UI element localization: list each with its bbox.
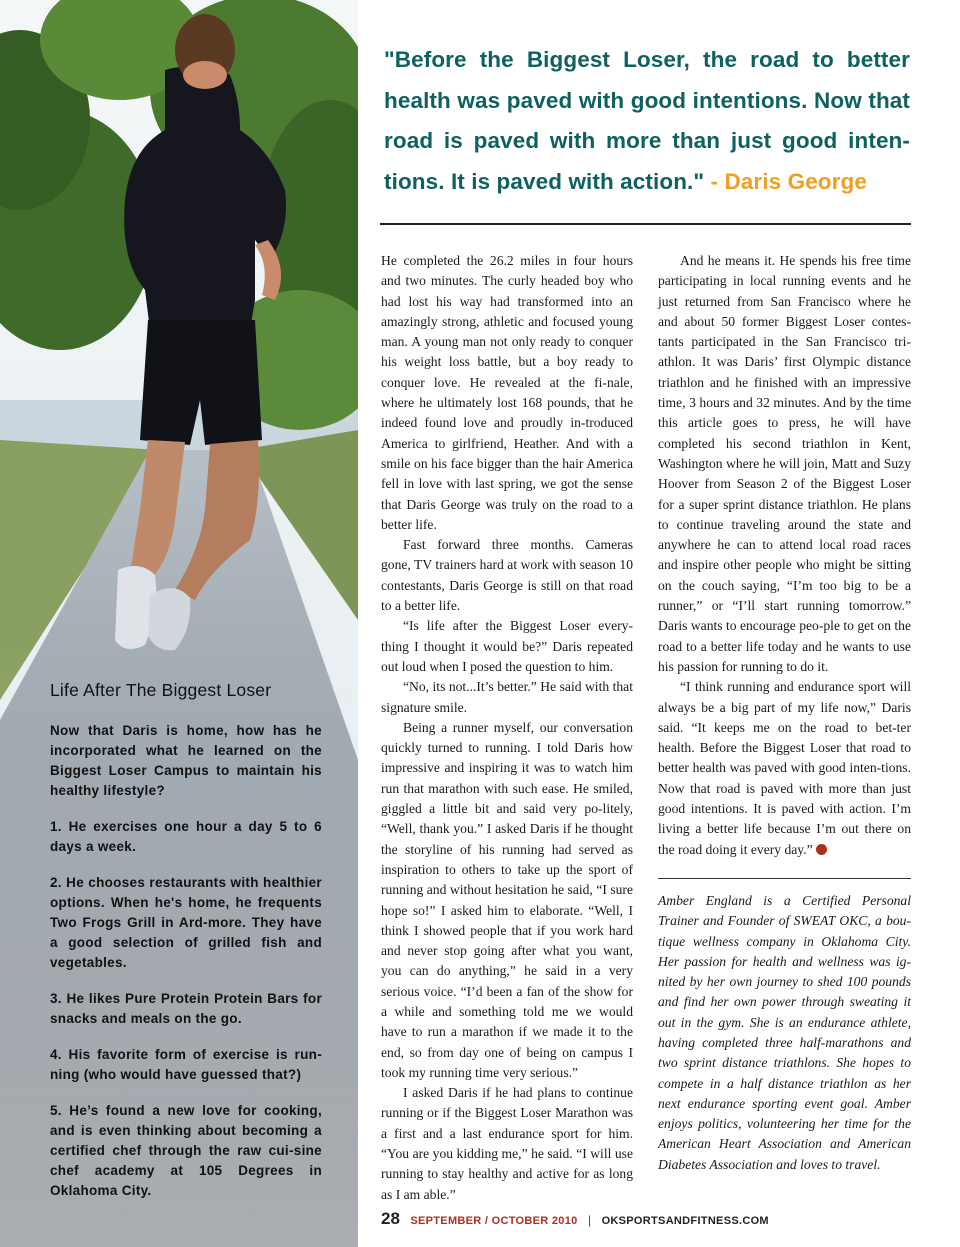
bio-divider xyxy=(658,878,911,879)
paragraph: Fast forward three months. Cameras gone, TV trainers hard at work with season 10 contestants, Daris George is still on that road to a better life. xyxy=(381,537,633,614)
paragraph: He completed the 26.2 miles in four hours and two minutes. The curly headed boy who had lost his way had transformed into an amazingly strong, athletic and focused young man. A young man not only ready to conquer his weight loss battle, but a boy ready to conquer love. He revealed at the fi-nale, where he ultimately lost 168 pounds, that he indeed found love and proudly in-troduced America to girlfriend, Heather. And with a smile on his face bigger than the hair America fell in love with last spring, we got the sense that Daris George was truly on the road to a better life. xyxy=(381,253,633,532)
sidebar-item: 3. He likes Pure Protein Protein Bars for snacks and meals on the go. xyxy=(50,991,322,1026)
pull-quote-attribution: - Daris George xyxy=(710,168,867,194)
sidebar-box xyxy=(50,680,322,1217)
page-footer xyxy=(381,1209,769,1229)
sidebar-item: 4. His favorite form of exercise is run-ning (who would have guessed that?) xyxy=(50,1047,322,1082)
paragraph: And he means it. He spends his free time participating in local running events and he just returned from San Francisco where he and about 50 former Biggest Loser contes-tants participated in the San Francisco tri-athlon. It was Daris’ first Olympic distance triathlon and he finished with an impressive time, 3 hours and 32 minutes. And by the time this article goes to press, he will have completed his second triathlon in Kent, Washington where he will join, Matt and Suzy Hoover from Season 2 of the Biggest Loser for a super sprint distance triathlon. He plans to continue traveling around the state and anywhere he can to attend local road races and inspire other people who might be sitting on the couch saying, “I’m too big to be a runner,” or “I’ll start running tomorrow.” Daris wants to encourage peo-ple to get on the road to a better life today and he wants to use his passion for running to do it. xyxy=(658,253,911,674)
sidebar-item: 5. He’s found a new love for cooking, and is even thinking about becoming a certified chef through the raw cui-sine chef academy at 105 Degrees in Oklahoma City. xyxy=(50,1103,322,1198)
website-link[interactable]: OKSPORTSANDFITNESS.COM xyxy=(601,1215,769,1227)
paragraph-text: “I think running and endurance sport will always be a big part of my life now,” Daris said. “It keeps me on the road to bet-ter health. Before the Biggest Loser that road to better health was paved with good inten-tions. Now that road is paved with more than just good intentions. It is paved with action. I’m living a better life because I’m out there on the road doing it every day.” xyxy=(658,679,911,857)
article-column-middle xyxy=(381,251,633,1205)
footer-separator: | xyxy=(587,1213,592,1227)
paragraph: “Is life after the Biggest Loser every-thing I thought it would be?” Daris repeated out loud when I posed the question to him. xyxy=(381,618,633,674)
pull-quote-text: "Before the Biggest Loser, the road to better health was paved with good intentions. Now that road is paved with more than just good inten-tions. It is paved with action." xyxy=(384,47,910,194)
paragraph xyxy=(658,677,911,860)
sidebar-item: 1. He exercises one hour a day 5 to 6 days a week. xyxy=(50,819,322,854)
sidebar-title: Life After The Biggest Loser xyxy=(50,680,272,700)
end-mark-icon xyxy=(816,844,827,855)
paragraph: Being a runner myself, our conversation quickly turned to running. I told Daris how impressive and inspiring it was to watch him run that marathon with such ease. He smiled, giggled a little bit and said very po-litely, “Well, thank you.” I asked Daris if he thought the storyline of his running had served as inspiration to others to take up the sport of running and without hesitation he said, “I sure hope so!” I asked him to elaborate. “Well, I think I showed people that if you work hard and never stop going after what you want, you can do anything,” he said in a very serious voice. “I’d been a fan of the show for a while and something told me we would have to run a marathon if we made it to the end, so from day one of being on campus I took my running time very serious.” xyxy=(381,719,633,1080)
page-number: 28 xyxy=(381,1209,400,1228)
sidebar-intro: Now that Daris is home, how has he incorporated what he learned on the Biggest Loser Campus to maintain his healthy lifestyle? xyxy=(50,723,322,798)
quote-divider xyxy=(380,223,911,225)
issue-date: SEPTEMBER / OCTOBER 2010 xyxy=(410,1215,578,1227)
sidebar-item: 2. He chooses restaurants with healthier options. When he's home, he frequents Two Frogs Grill in Ard-more. They have a good selection of grilled fish and vegetables. xyxy=(50,875,322,970)
author-bio: Amber England is a Certified Personal Trainer and Founder of SWEAT OKC, a bou-tique wellness company in Oklahoma City. Her passion for health and wellness was ig-nited by her own journey to shed 100 pounds and find her own power through sweating it out in the gym. She is an endurance athlete, having completed three half-marathons and two sprint distance triathlons. She hopes to compete in a half distance triathlon as her next endurance sporting event goal. Amber enjoys politics, volunteering her time for the American Heart Association and American Diabetes Association and loves to travel. xyxy=(658,892,911,1172)
paragraph: I asked Daris if he had plans to continue running or if the Biggest Loser Marathon was a first and a last endurance sport for him. “You are you kidding me,” he said. “I will use running to stay healthy and active for as long as I am able.” xyxy=(381,1085,633,1202)
pull-quote xyxy=(384,40,910,202)
paragraph: “No, its not...It’s better.” He said with that signature smile. xyxy=(381,679,633,715)
article-column-right xyxy=(658,251,911,1175)
